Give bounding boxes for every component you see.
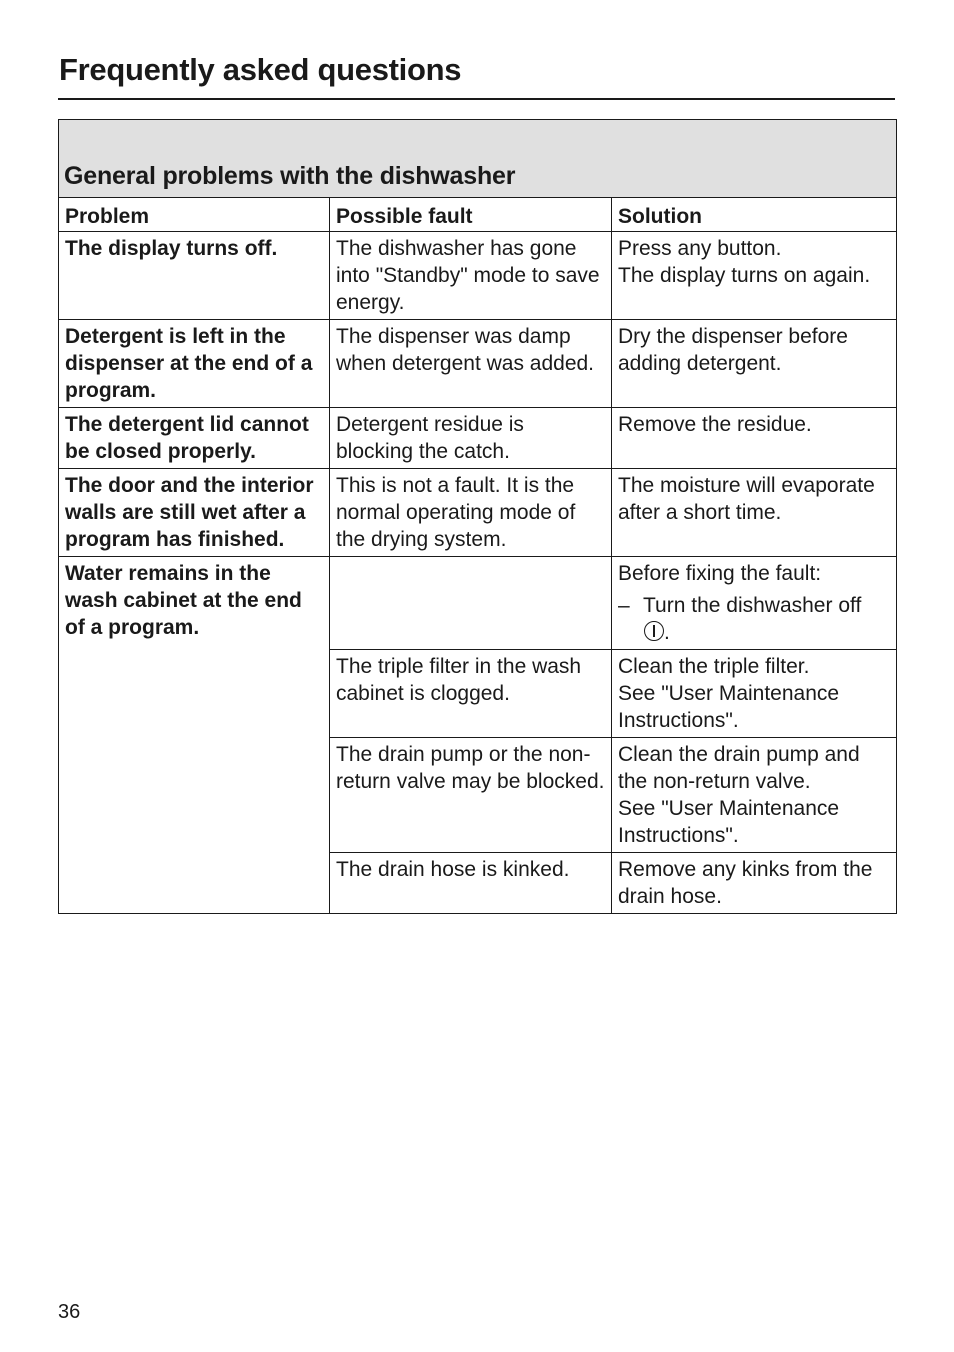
solution-cell — [612, 650, 897, 738]
page-title: Frequently asked questions — [59, 52, 462, 87]
solution-line: Clean the triple filter. — [618, 655, 810, 678]
dash-bullet: – — [618, 594, 630, 617]
column-header-fault: Possible fault — [330, 198, 612, 232]
fault-cell: The drain pump or the non-return valve may be blocked. — [330, 738, 612, 853]
solution-cell — [612, 738, 897, 853]
title-divider — [58, 98, 895, 100]
power-off-icon — [644, 621, 664, 641]
problem-cell: Water remains in the wash cabinet at the end of a program. — [59, 557, 330, 914]
fault-cell — [330, 557, 612, 650]
solution-cell: Dry the dispenser before adding detergent. — [612, 320, 897, 408]
step-text-wrapper — [643, 592, 861, 646]
solution-cell: The moisture will evaporate after a short time. — [612, 469, 897, 557]
fault-cell: The dispenser was damp when detergent was added. — [330, 320, 612, 408]
problem-cell: The door and the interior walls are still wet after a program has finished. — [59, 469, 330, 557]
faq-table — [58, 119, 897, 914]
fault-cell: Detergent residue is blocking the catch. — [330, 408, 612, 469]
table-row — [59, 469, 897, 557]
solution-line: See "User Maintenance Instructions". — [618, 682, 840, 732]
table-row — [59, 232, 897, 320]
step-text: Turn the dishwasher off — [643, 594, 862, 617]
fault-cell: This is not a fault. It is the normal operating mode of the drying system. — [330, 469, 612, 557]
table-row — [59, 320, 897, 408]
solution-line: The display turns on again. — [618, 264, 871, 287]
solution-line: See "User Maintenance Instructions". — [618, 797, 840, 847]
solution-line: Press any button. — [618, 237, 782, 260]
solution-line: Clean the drain pump and the non-return valve. — [618, 743, 860, 793]
section-header-row — [59, 120, 897, 198]
fault-cell: The dishwasher has gone into "Standby" mode to save energy. — [330, 232, 612, 320]
table-row — [59, 408, 897, 469]
column-header-solution: Solution — [612, 198, 897, 232]
solution-cell: Remove the residue. — [612, 408, 897, 469]
problem-cell: Detergent is left in the dispenser at the end of a program. — [59, 320, 330, 408]
problem-cell: The detergent lid cannot be closed properly. — [59, 408, 330, 469]
solution-cell — [612, 557, 897, 650]
solution-cell — [612, 232, 897, 320]
fault-cell: The triple filter in the wash cabinet is clogged. — [330, 650, 612, 738]
section-title: General problems with the dishwasher — [59, 120, 897, 198]
column-header-problem: Problem — [59, 198, 330, 232]
instruction-step — [618, 592, 891, 646]
fault-cell: The drain hose is kinked. — [330, 853, 612, 914]
solution-cell: Remove any kinks from the drain hose. — [612, 853, 897, 914]
page-number: 36 — [58, 1301, 81, 1323]
table-row — [59, 557, 897, 650]
column-header-row — [59, 198, 897, 232]
solution-line: Before fixing the fault: — [618, 562, 822, 585]
step-end: . — [664, 621, 670, 644]
problem-cell: The display turns off. — [59, 232, 330, 320]
